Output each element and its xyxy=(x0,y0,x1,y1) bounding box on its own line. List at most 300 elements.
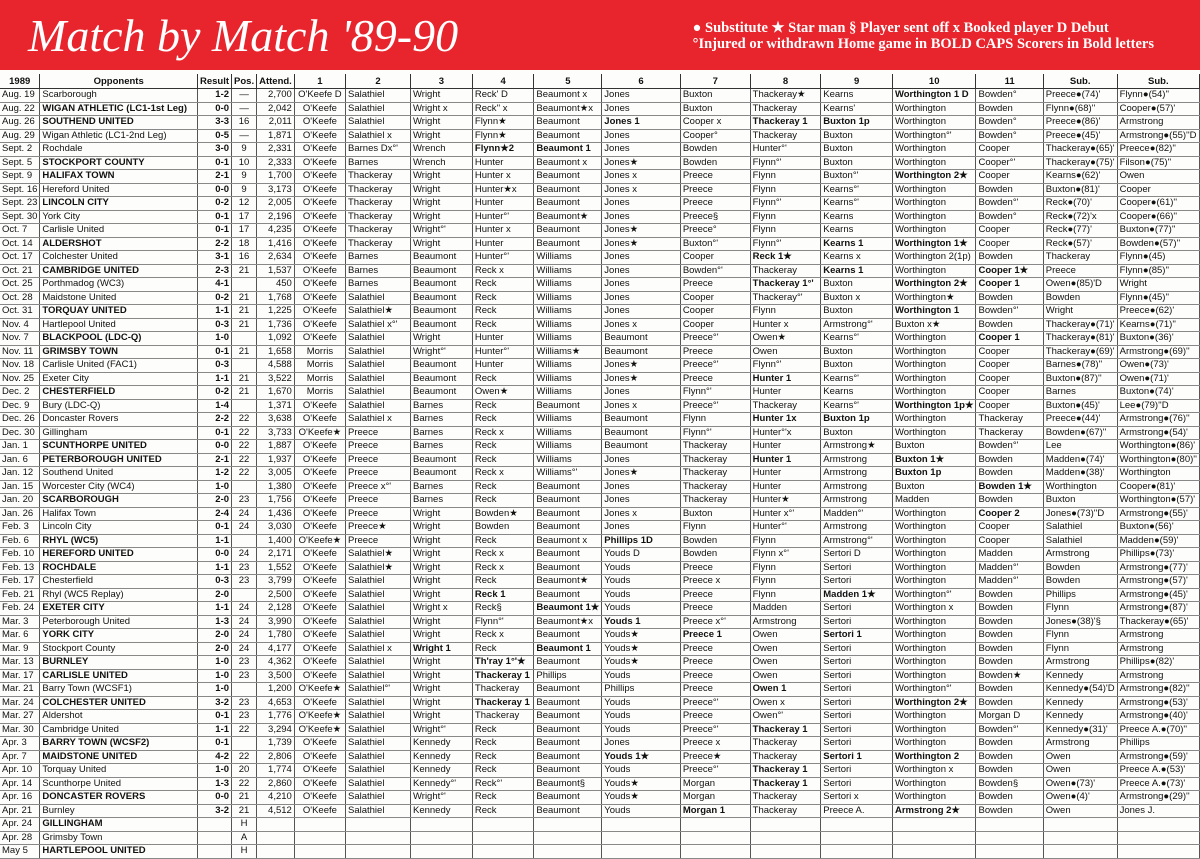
table-cell: O'Keefe xyxy=(294,494,345,508)
table-cell: Youds★ xyxy=(602,791,681,805)
table-cell: Owen xyxy=(1043,750,1117,764)
table-cell: 3,500 xyxy=(257,669,295,683)
table-cell xyxy=(232,588,257,602)
table-cell: O'Keefe xyxy=(294,332,345,346)
table-cell: O'Keefe xyxy=(294,143,345,157)
table-cell: O'Keefe xyxy=(294,102,345,116)
table-cell: 21 xyxy=(232,291,257,305)
table-cell: DONCASTER ROVERS xyxy=(40,791,198,805)
table-cell: Bowden xyxy=(976,750,1043,764)
table-cell: Williams★ xyxy=(534,345,602,359)
table-cell: Kearns 1 xyxy=(821,237,893,251)
table-cell xyxy=(197,818,231,832)
table-cell: Thackeray●(65)' xyxy=(1117,615,1199,629)
table-cell xyxy=(232,683,257,697)
table-cell: Wright xyxy=(410,683,472,697)
table-cell: Preece x xyxy=(680,737,750,751)
table-cell: O'Keefe xyxy=(294,440,345,454)
table-row xyxy=(0,710,1200,724)
table-cell: Feb. 10 xyxy=(0,548,40,562)
table-cell: Worthington 2(1p) xyxy=(892,251,976,265)
table-cell: Sept. 5 xyxy=(0,156,40,170)
table-cell: 22 xyxy=(232,467,257,481)
table-cell: Cooper xyxy=(976,345,1043,359)
table-cell xyxy=(197,845,231,859)
table-cell: Worthington●(86)' xyxy=(1117,440,1199,454)
table-cell: Stockport County xyxy=(40,642,198,656)
table-cell: Worthington xyxy=(892,372,976,386)
table-cell: Thackeray xyxy=(346,237,411,251)
table-cell xyxy=(294,818,345,832)
table-cell: Flynn xyxy=(1043,602,1117,616)
table-cell: Reck x xyxy=(472,426,534,440)
table-cell: 4,512 xyxy=(257,804,295,818)
table-cell: MAIDSTONE UNITED xyxy=(40,750,198,764)
table-cell: Flynn°' xyxy=(750,237,821,251)
table-cell xyxy=(472,831,534,845)
table-cell: O'Keefe xyxy=(294,764,345,778)
table-cell: Kearns°' xyxy=(821,372,893,386)
table-cell: Youds★ xyxy=(602,656,681,670)
table-cell: Wright xyxy=(410,710,472,724)
table-cell: 4,235 xyxy=(257,224,295,238)
table-cell: 1,736 xyxy=(257,318,295,332)
table-cell: O'Keefe xyxy=(294,737,345,751)
table-cell: Armstrong xyxy=(821,453,893,467)
table-cell xyxy=(257,818,295,832)
table-cell: Thackeray●(75)' xyxy=(1043,156,1117,170)
table-cell: Beaumont x xyxy=(534,534,602,548)
table-cell xyxy=(472,818,534,832)
table-cell: Thackeray xyxy=(750,399,821,413)
column-header: Attend. xyxy=(257,74,295,89)
table-cell: Beaumont★ xyxy=(534,575,602,589)
table-cell: 3,030 xyxy=(257,521,295,535)
table-cell: Kearns°' xyxy=(821,332,893,346)
column-header: Opponents xyxy=(40,74,198,89)
table-cell: O'Keefe xyxy=(294,467,345,481)
table-cell: Youds xyxy=(602,764,681,778)
table-cell: Preece xyxy=(680,588,750,602)
table-cell: Apr. 16 xyxy=(0,791,40,805)
table-row xyxy=(0,791,1200,805)
table-cell: Morgan xyxy=(680,777,750,791)
table-cell: Worthington°' xyxy=(892,683,976,697)
table-cell: Wright°' xyxy=(410,345,472,359)
table-cell: TORQUAY UNITED xyxy=(40,305,198,319)
table-cell: Barnes xyxy=(346,156,411,170)
table-cell: Nov. 11 xyxy=(0,345,40,359)
table-cell: Salathiel xyxy=(346,764,411,778)
table-cell: Reck x xyxy=(472,629,534,643)
table-cell: Beaumont xyxy=(410,264,472,278)
table-row xyxy=(0,143,1200,157)
table-cell: Flynn xyxy=(750,170,821,184)
table-cell: Flynn xyxy=(750,588,821,602)
table-cell: Thackeray xyxy=(680,453,750,467)
table-cell: Beaumont 1 xyxy=(534,642,602,656)
table-cell: 21 xyxy=(232,386,257,400)
table-cell: 3,294 xyxy=(257,723,295,737)
table-cell: Hunter x°' xyxy=(750,507,821,521)
table-cell: 2,011 xyxy=(257,116,295,130)
table-cell: 1,776 xyxy=(257,710,295,724)
table-row xyxy=(0,89,1200,103)
table-cell: 2-2 xyxy=(197,413,231,427)
table-cell: Sertori xyxy=(821,561,893,575)
table-cell: Th'ray 1°'★ xyxy=(472,656,534,670)
table-cell: Sertori 1 xyxy=(821,629,893,643)
table-cell: Armstrong●(55)' xyxy=(1117,507,1199,521)
table-cell: Beaumont 1★ xyxy=(534,602,602,616)
table-cell: 1,371 xyxy=(257,399,295,413)
table-cell: Beaumont xyxy=(534,129,602,143)
table-row xyxy=(0,629,1200,643)
table-cell: Preece xyxy=(346,494,411,508)
table-cell: 1-0 xyxy=(197,764,231,778)
table-cell: O'Keefe xyxy=(294,197,345,211)
table-cell: Hunter xyxy=(750,440,821,454)
table-cell: 1,436 xyxy=(257,507,295,521)
table-cell: Armstrong★ xyxy=(821,440,893,454)
table-cell: Owen xyxy=(1043,804,1117,818)
table-cell: Sertori xyxy=(821,575,893,589)
table-cell: 0-0 xyxy=(197,548,231,562)
table-cell: 21 xyxy=(232,372,257,386)
table-cell: Wright 1 xyxy=(410,642,472,656)
table-cell: Preece x xyxy=(680,575,750,589)
table-cell: Jones xyxy=(602,264,681,278)
table-cell: Cooper xyxy=(976,237,1043,251)
table-row xyxy=(0,696,1200,710)
table-cell: Torquay United xyxy=(40,764,198,778)
table-cell: Bowden xyxy=(1043,561,1117,575)
table-cell: Cooper xyxy=(976,386,1043,400)
table-cell: Thackeray xyxy=(1043,251,1117,265)
table-cell: Preece●(45)' xyxy=(1043,129,1117,143)
table-cell: 0-3 xyxy=(197,318,231,332)
table-cell: Worthington xyxy=(892,332,976,346)
table-cell: Wright xyxy=(410,129,472,143)
table-cell: Salathiel xyxy=(346,602,411,616)
table-cell: Armstrong xyxy=(821,480,893,494)
table-row xyxy=(0,561,1200,575)
table-cell: Buxton°' xyxy=(680,237,750,251)
table-cell xyxy=(602,845,681,859)
table-cell xyxy=(892,818,976,832)
table-cell: Sertori D xyxy=(821,548,893,562)
table-cell: Worthington xyxy=(892,548,976,562)
table-cell xyxy=(976,818,1043,832)
table-cell: Thackeray xyxy=(680,440,750,454)
table-row xyxy=(0,318,1200,332)
table-cell: Reck xyxy=(472,534,534,548)
table-cell: Youds xyxy=(602,561,681,575)
table-cell: Worthington xyxy=(892,629,976,643)
table-cell: Armstrong●(69)'' xyxy=(1117,345,1199,359)
table-cell: Beaumont xyxy=(534,183,602,197)
table-cell: 22 xyxy=(232,440,257,454)
table-cell: Kearns 1 xyxy=(821,264,893,278)
table-cell: O'Keefe xyxy=(294,588,345,602)
table-cell: Doncaster Rovers xyxy=(40,413,198,427)
table-cell: Williams xyxy=(534,440,602,454)
table-cell: Preece A.●(70)'' xyxy=(1117,723,1199,737)
table-cell: Preece●(62)' xyxy=(1117,305,1199,319)
table-cell: 1-0 xyxy=(197,480,231,494)
table-cell: Wigan Athletic (LC1-2nd Leg) xyxy=(40,129,198,143)
table-cell: Barnes Dx°' xyxy=(346,143,411,157)
table-cell: 1-0 xyxy=(197,332,231,346)
table-cell: Beaumont xyxy=(534,237,602,251)
table-cell: Worcester City (WC4) xyxy=(40,480,198,494)
table-cell: Jan. 6 xyxy=(0,453,40,467)
table-cell: Wrench xyxy=(410,156,472,170)
table-cell: Kearns°' xyxy=(821,399,893,413)
table-cell: Thackeray xyxy=(346,224,411,238)
table-cell: Hunter 1 xyxy=(750,453,821,467)
table-cell: Salathiel xyxy=(346,116,411,130)
table-cell: 23 xyxy=(232,575,257,589)
table-cell: Flynn★ xyxy=(472,116,534,130)
table-cell: Worthington xyxy=(892,224,976,238)
table-cell: Bowden°' xyxy=(976,440,1043,454)
table-row xyxy=(0,750,1200,764)
table-cell xyxy=(976,845,1043,859)
table-row xyxy=(0,426,1200,440)
table-cell: 2-0 xyxy=(197,588,231,602)
table-cell: Youds★ xyxy=(602,777,681,791)
table-cell: Preece° xyxy=(680,224,750,238)
table-cell: Mar. 24 xyxy=(0,696,40,710)
table-cell: Worthington x xyxy=(892,764,976,778)
table-cell xyxy=(346,831,411,845)
table-cell: 3,173 xyxy=(257,183,295,197)
table-cell: Reck xyxy=(472,413,534,427)
table-cell: Salathiel xyxy=(346,345,411,359)
table-cell xyxy=(232,737,257,751)
table-cell: Dec. 26 xyxy=(0,413,40,427)
table-cell: Armstrong●(59)' xyxy=(1117,750,1199,764)
table-cell: O'Keefe xyxy=(294,237,345,251)
table-cell: Cooper●(81)' xyxy=(1117,480,1199,494)
table-cell: Jan. 20 xyxy=(0,494,40,508)
table-cell: Wright xyxy=(410,575,472,589)
table-cell: SCARBOROUGH xyxy=(40,494,198,508)
table-cell: Wright xyxy=(410,629,472,643)
table-cell: Worthington●(57)' xyxy=(1117,494,1199,508)
table-cell: Nov. 18 xyxy=(0,359,40,373)
table-cell: Rochdale xyxy=(40,143,198,157)
table-cell: Wright°' xyxy=(410,224,472,238)
table-cell: Thackeray xyxy=(750,750,821,764)
column-header: 11 xyxy=(976,74,1043,89)
table-cell: Worthington xyxy=(892,116,976,130)
table-cell: 2,333 xyxy=(257,156,295,170)
table-cell: Buxton xyxy=(821,305,893,319)
table-cell: A xyxy=(232,831,257,845)
table-cell: Reck' D xyxy=(472,89,534,103)
table-cell: Preece A.●(73)' xyxy=(1117,777,1199,791)
table-cell: 1-3 xyxy=(197,615,231,629)
table-cell: Salathiel xyxy=(346,575,411,589)
table-cell: Youds D xyxy=(602,548,681,562)
table-row xyxy=(0,413,1200,427)
table-cell: Worthington xyxy=(892,156,976,170)
table-cell: Cooper x xyxy=(680,116,750,130)
table-cell: Beaumont xyxy=(410,318,472,332)
table-cell: Thackeray●(69)' xyxy=(1043,345,1117,359)
table-cell: O'Keefe xyxy=(294,278,345,292)
table-cell: 1,774 xyxy=(257,764,295,778)
table-cell: Buxton xyxy=(821,143,893,157)
table-cell: Flynn xyxy=(750,305,821,319)
table-row xyxy=(0,332,1200,346)
table-cell: O'Keefe xyxy=(294,129,345,143)
table-cell: Worthington xyxy=(892,264,976,278)
table-cell: Preece★ xyxy=(680,750,750,764)
table-cell: Flynn●(68)'' xyxy=(1043,102,1117,116)
table-cell: Jones xyxy=(602,197,681,211)
table-cell: Salathiel xyxy=(346,737,411,751)
table-cell: O'Keefe xyxy=(294,804,345,818)
table-cell: Cambridge United xyxy=(40,723,198,737)
table-cell: 1-2 xyxy=(197,89,231,103)
table-cell xyxy=(892,831,976,845)
table-cell: Hunter x xyxy=(472,170,534,184)
table-cell: Beaumont 1 xyxy=(534,143,602,157)
table-cell: O'Keefe xyxy=(294,399,345,413)
table-cell: Worthington xyxy=(892,642,976,656)
column-header: 8 xyxy=(750,74,821,89)
table-cell xyxy=(1117,831,1199,845)
table-cell: O'Keefe xyxy=(294,602,345,616)
table-cell: Bowden xyxy=(976,467,1043,481)
table-cell: 1-1 xyxy=(197,723,231,737)
table-cell: Cooper xyxy=(680,305,750,319)
table-cell: Preece★ xyxy=(346,521,411,535)
table-cell: Owen●(85)'D xyxy=(1043,278,1117,292)
table-cell: Hunter°' xyxy=(472,251,534,265)
table-cell: Bowden●(57)'' xyxy=(1117,237,1199,251)
table-cell: 0-1 xyxy=(197,710,231,724)
table-cell: Worthington xyxy=(892,426,976,440)
table-cell xyxy=(294,845,345,859)
table-cell: Nov. 7 xyxy=(0,332,40,346)
table-cell: Bowden xyxy=(976,737,1043,751)
table-cell: Apr. 7 xyxy=(0,750,40,764)
table-cell: Buxton●(74)' xyxy=(1117,386,1199,400)
table-cell: 2,128 xyxy=(257,602,295,616)
table-cell xyxy=(750,845,821,859)
table-cell: Worthington xyxy=(1117,467,1199,481)
table-cell: Hunter°' xyxy=(750,521,821,535)
table-cell: HEREFORD UNITED xyxy=(40,548,198,562)
table-cell: Beaumont★x xyxy=(534,102,602,116)
table-cell: CHESTERFIELD xyxy=(40,386,198,400)
table-cell: Beaumont xyxy=(534,588,602,602)
table-cell: Preece xyxy=(680,197,750,211)
table-cell: Worthington 1 xyxy=(892,305,976,319)
table-cell: Armstrong xyxy=(1043,548,1117,562)
table-cell: Apr. 24 xyxy=(0,818,40,832)
table-cell: STOCKPORT COUNTY xyxy=(40,156,198,170)
table-cell: Beaumont xyxy=(534,170,602,184)
table-cell: Sertori xyxy=(821,602,893,616)
table-cell: O'Keefe xyxy=(294,629,345,643)
table-cell: Owen xyxy=(1043,764,1117,778)
table-cell: Wright°' xyxy=(410,791,472,805)
table-cell: Worthington xyxy=(892,656,976,670)
table-cell: Preece●(44)' xyxy=(1043,413,1117,427)
table-cell: Salathiel xyxy=(346,791,411,805)
table-cell: Wright xyxy=(1117,278,1199,292)
table-cell: Hunter 1x xyxy=(750,413,821,427)
table-cell: Bowden 1★ xyxy=(976,480,1043,494)
table-cell: Armstrong xyxy=(1117,116,1199,130)
table-cell: Buxton xyxy=(821,345,893,359)
table-cell: Owen xyxy=(750,656,821,670)
table-cell: Madden●(74)' xyxy=(1043,453,1117,467)
table-cell: Jones xyxy=(602,737,681,751)
table-cell: 2,005 xyxy=(257,197,295,211)
table-cell: EXETER CITY xyxy=(40,602,198,616)
table-cell xyxy=(892,845,976,859)
table-cell: Buxton x★ xyxy=(892,318,976,332)
table-cell: Bowden xyxy=(1043,291,1117,305)
table-cell: Beaumont xyxy=(534,737,602,751)
table-cell: Sertori 1 xyxy=(821,750,893,764)
table-row xyxy=(0,305,1200,319)
table-cell: Worthington 2★ xyxy=(892,278,976,292)
table-cell: 4,362 xyxy=(257,656,295,670)
table-cell: Beaumont xyxy=(410,359,472,373)
table-cell: Preece°' xyxy=(680,764,750,778)
table-cell: 3,522 xyxy=(257,372,295,386)
table-cell: Mar. 9 xyxy=(0,642,40,656)
table-cell: Buxton xyxy=(892,440,976,454)
table-cell xyxy=(680,831,750,845)
table-cell: 2-2 xyxy=(197,237,231,251)
table-cell: Flynn xyxy=(750,534,821,548)
table-cell: O'Keefe xyxy=(294,548,345,562)
table-cell: Flynn°' xyxy=(750,359,821,373)
table-cell: Oct. 25 xyxy=(0,278,40,292)
table-cell: 23 xyxy=(232,656,257,670)
table-cell: 2,171 xyxy=(257,548,295,562)
table-cell: Flynn●(45) xyxy=(1117,251,1199,265)
table-cell: Morgan D xyxy=(976,710,1043,724)
table-cell: Exeter City xyxy=(40,372,198,386)
table-cell: Thackeray xyxy=(680,467,750,481)
table-cell: 1-3 xyxy=(197,777,231,791)
table-cell: Apr. 10 xyxy=(0,764,40,778)
table-cell: WIGAN ATHLETIC (LC1-1st Leg) xyxy=(40,102,198,116)
table-row xyxy=(0,156,1200,170)
table-cell: Buxton xyxy=(680,89,750,103)
table-cell: O'Keefe xyxy=(294,291,345,305)
table-row xyxy=(0,264,1200,278)
table-cell: Kennedy xyxy=(1043,696,1117,710)
table-cell: Hunter°' xyxy=(750,143,821,157)
table-cell: Flynn xyxy=(750,561,821,575)
table-cell: Barnes xyxy=(346,251,411,265)
table-cell xyxy=(1043,831,1117,845)
table-cell: Worthington xyxy=(892,102,976,116)
table-cell: Kennedy●(54)'D xyxy=(1043,683,1117,697)
table-cell: 22 xyxy=(232,777,257,791)
table-cell: Williams xyxy=(534,278,602,292)
